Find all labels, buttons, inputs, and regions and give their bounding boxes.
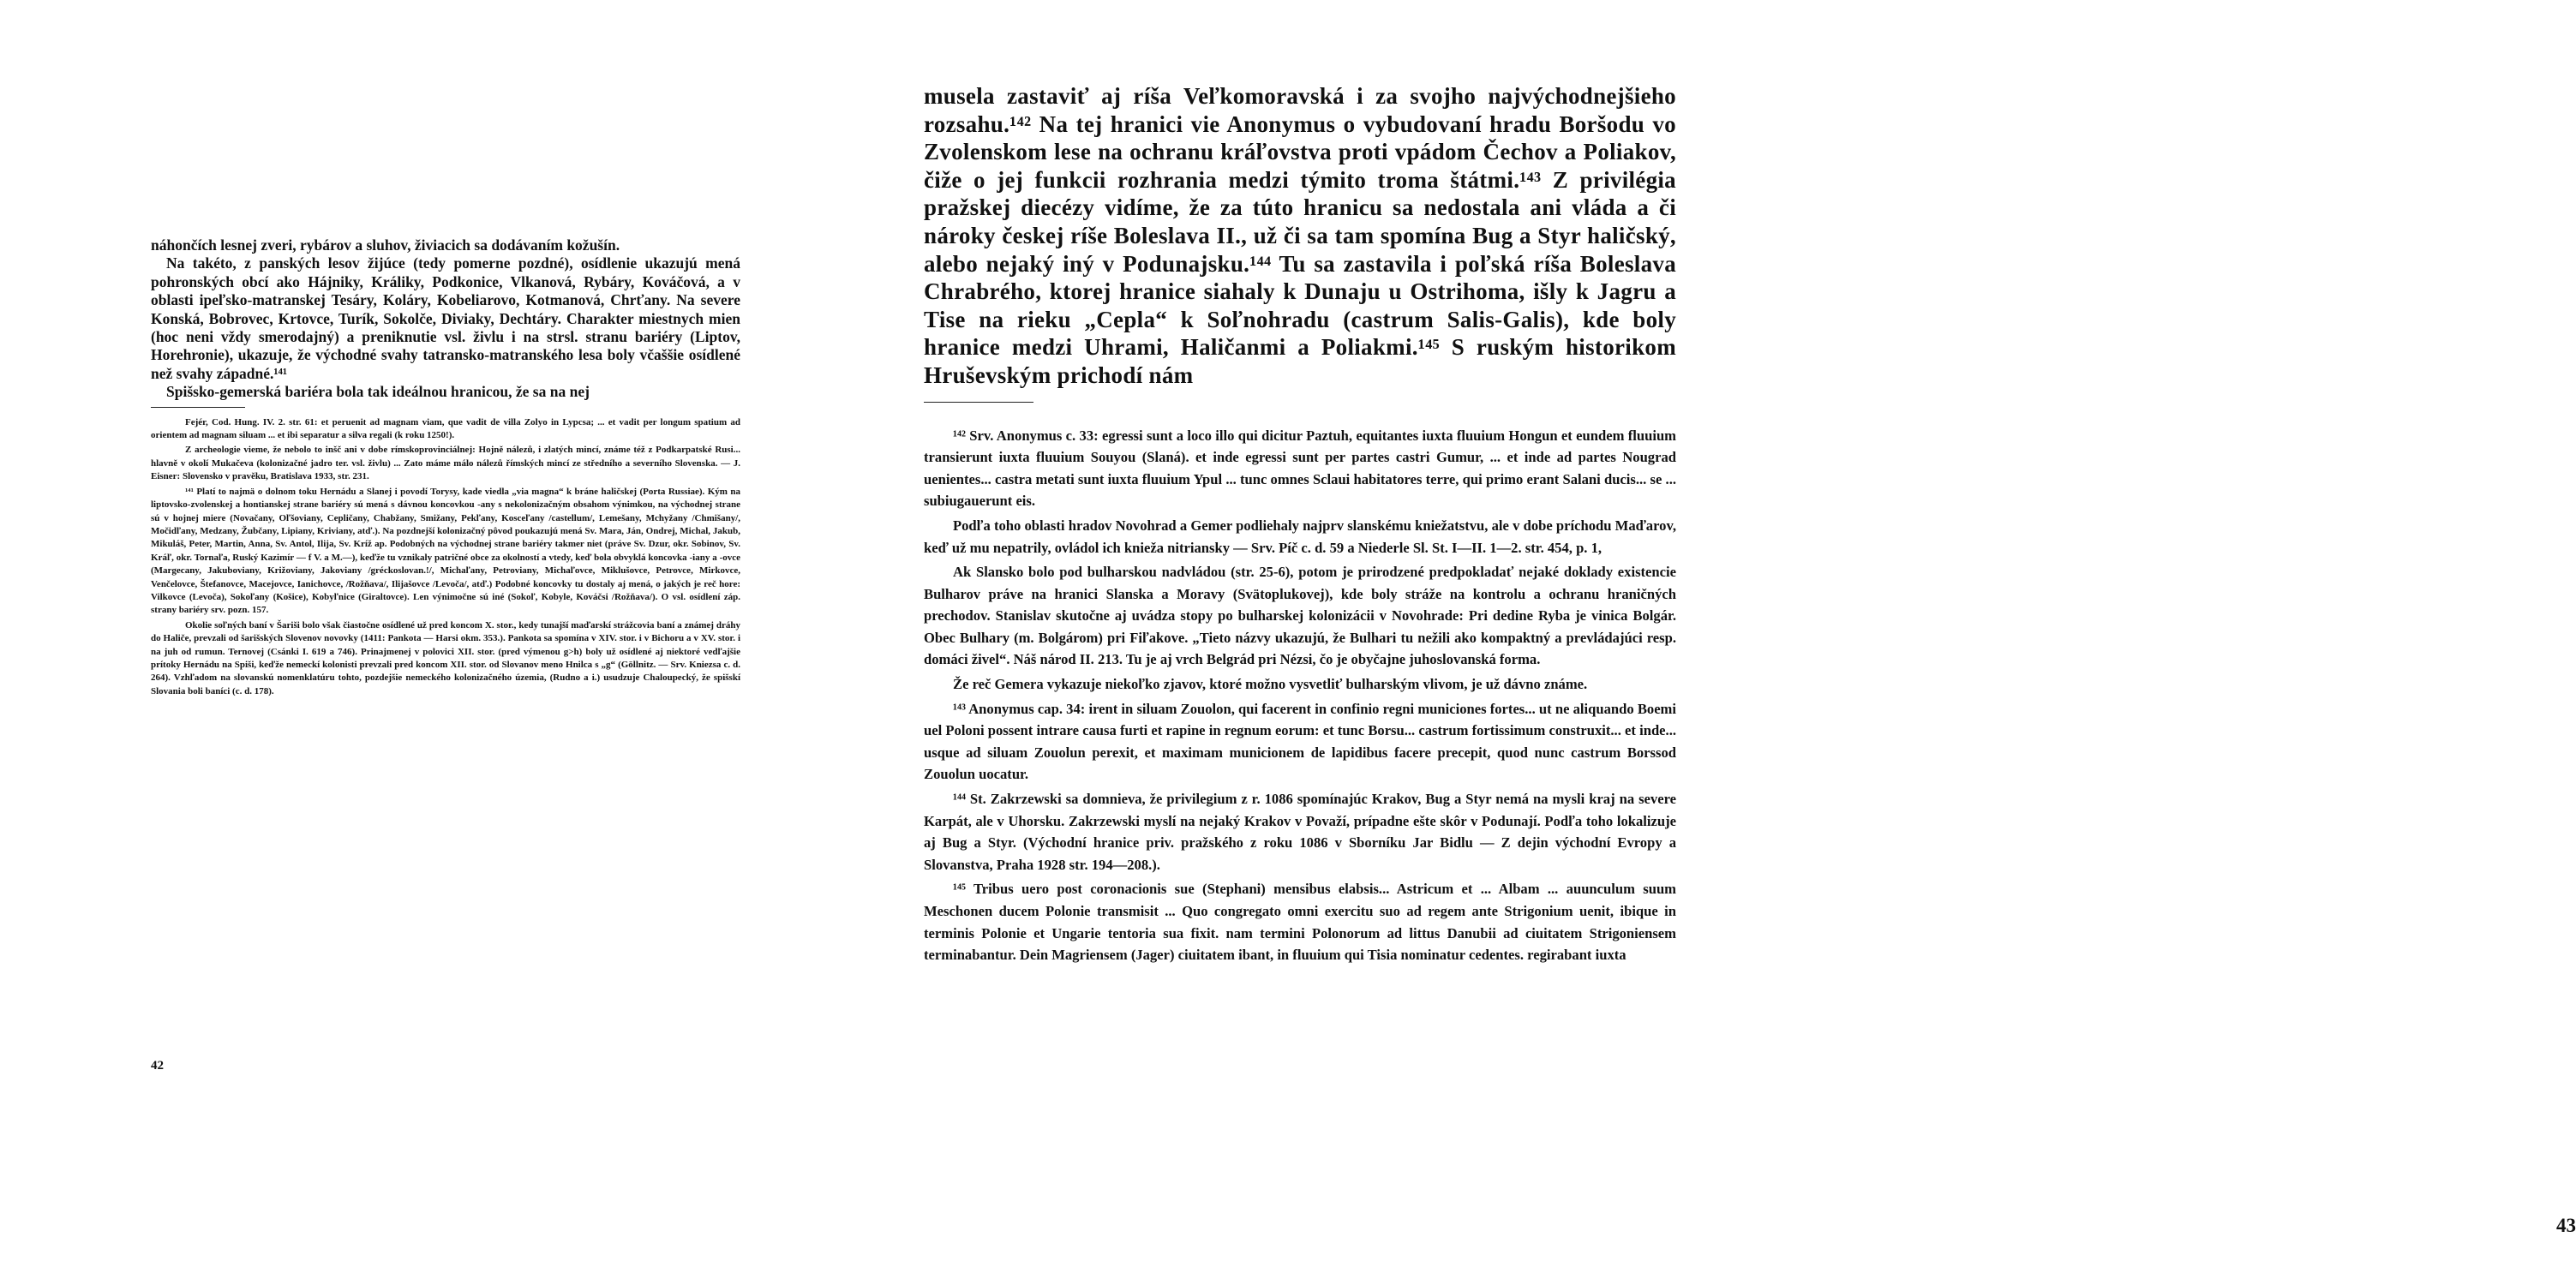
footnote: ¹⁴⁴ St. Zakrzewski sa domnieva, že privilegium z r. 1086 spomínajúc Krakov, Bug a Styr nemá na mysli kraj na severe Karpát, ale v Uhorsku. Zakrzewski myslí na nejaký Krakov v Považí, prípadne ešte skôr v Podunají. Podľa toho lokalizuje aj Bug a Styr. (Východní hranice priv. pražského z roku 1086 v Sborníku Jar Bidlu — Z dejin východní Evropy a Slovanstva, Praha 1928 str. 194—208.). bbox=[924, 791, 1676, 873]
footnote: ¹⁴⁵ Tribus uero post coronacionis sue (Stephani) mensibus elabsis... Astricum et ... Albam ... auunculum suum Meschonen ducem Polonie transmisit ... Quo congregato omni exercitu suo ad regem ante Strigonium uenit, ibique in terminis Polonie et Ungarie tentoria sua fixit. nam termini Polonorum ad littus Danubii ad ciuitatem Strigoniensem terminabantur. Dein Magriensem (Jager) ciuitatem ibant, in fluuium qui Tisia nominatur cedentes. regirabant iuxta bbox=[924, 881, 1676, 964]
right-body-text bbox=[924, 82, 1676, 390]
footnote: Fejér, Cod. Hung. IV. 2. str. 61: et peruenit ad magnam viam, que vadit de villa Zolyo in Lypcsa; ... et vadit per longum spatium ad orientem ad magnam siluam ... et ibi separatur a silva regali (k roku 1250!). bbox=[151, 416, 740, 441]
left-page bbox=[0, 0, 877, 1285]
footnote-divider bbox=[151, 407, 245, 408]
paragraph: náhončích lesnej zveri, rybárov a sluhov, živiacich sa dodávaním kožušín. bbox=[151, 236, 620, 254]
footnote: Že reč Gemera vykazuje niekoľko zjavov, ktoré možno vysvetliť bulharským vlivom, je už dávno známe. bbox=[953, 676, 1588, 693]
footnote: Ak Slansko bolo pod bulharskou nadvládou (str. 25-6), potom je prirodzené predpokladať nejaké doklady existencie Bulharov práve na hranici Slanska a Moravy (Svätoplukovej), kde boly stráže na kontrolu a ochranu hraničných prechodov. Stanislav skutočne aj uvádza stopy po bulharskej kolonizácii v Novohrade: Pri dedine Ryba je vinica Bolgár. Obec Bulhary (m. Bolgárom) pri Fiľakove. „Tieto názvy ukazujú, že Bulhari tu nežili ako kompaktný a prevládajúci resp. domáci živel“. Náš národ II. 213. Tu je aj vrch Belgrád pri Nézsi, čo je obyčajne juhoslovanská forma. bbox=[924, 564, 1676, 668]
paragraph: musela zastaviť aj ríša Veľkomoravská i za svojho najvýchodnejšieho rozsahu.¹⁴² Na tej hranici vie Anonymus o vybudovaní hradu Boršodu vo Zvolenskom lese na ochranu kráľovstva proti vpádom Čechov a Poliakov, čiže o jej funkcii rozhrania medzi týmito troma štátmi.¹⁴³ Z privilégia pražskej diecézy vidíme, že za túto hranicu sa nedostala ani vláda a či nároky českej ríše Boleslava II., už či sa tam spomína Bug a Styr haličský, alebo nejaký iný v Podunajsku.¹⁴⁴ Tu sa zastavila i poľská ríša Boleslava Chrabrého, ktorej hranice siahaly k Dunaju u Ostrihoma, išly k Jagru a Tise na rieku „Cepla“ k Soľnohradu (castrum Salis-Galis), kde boly hranice medzi Uhrami, Haličanmi a Poliakmi.¹⁴⁵ S ruským historikom Hruševským prichodí nám bbox=[924, 83, 1676, 388]
page-number: 42 bbox=[151, 1059, 164, 1073]
right-footnotes bbox=[924, 425, 1676, 966]
left-footnotes bbox=[151, 416, 740, 699]
right-page bbox=[877, 0, 2576, 1285]
footnote: ¹⁴³ Anonymus cap. 34: irent in siluam Zouolon, qui facerent in confinio regni municiones fortes... ut ne aliquando Boemi uel Poloni possent intrare causa furti et rapine in regnum eorum: et tunc Borsu... castrum fortissimum construxit... et inde... usque ad siluam Zouolun perexit, et maximam municionem de lapidibus facere precepit, quod nunc castrum Borssod Zouolun uocatur. bbox=[924, 700, 1676, 783]
left-text-column bbox=[151, 236, 740, 700]
paragraph: Na takéto, z panských lesov žijúce (tedy pomerne pozdné), osídlenie ukazujú mená pohronských obcí ako Hájniky, Králiky, Podkonice, Vlkanová, Rybáry, Kováčová, a v oblasti ipeľsko-matranskej Tesáry, Koláry, Kobeliarovo, Kotmanová, Chrťany. Na severe Konská, Bobrovec, Krtovce, Turík, Sokolče, Diviaky, Dechtáry. Charakter miestnych mien (hoc neni vždy smerodajný) a preniknutie vsl. živlu i na strsl. stranu bariéry (Liptov, Horehronie), ukazuje, že východné svahy tatransko-matranského lesa boly včaššie osídlené než svahy západné.¹⁴¹ bbox=[151, 254, 740, 382]
paragraph: Spišsko-gemerská bariéra bola tak ideálnou hranicou, že sa na nej bbox=[166, 383, 590, 401]
right-text-column bbox=[924, 82, 1676, 969]
footnote: Podľa toho oblasti hradov Novohrad a Gemer podliehaly najprv slanskému kniežatstvu, ale v dobe príchodu Maďarov, keď už mu nepatrily, ovládol ich knieža nitriansky — Srv. Píč c. d. 59 a Niederle Sl. St. I—II. 1—2. str. 454, p. 1, bbox=[924, 517, 1676, 556]
footnote: Z archeologie vieme, že nebolo to inšč ani v dobe rímskoprovinciálnej: Hojně nálezů, i zlatých mincí, známe též z Podkarpatské Rusi... hlavně v okolí Mukačeva (kolonizačné jadro ter. vsl. živlu) ... Zato máme málo nálezů římských mincí ze středního a severního Slovenska. — J. Eisner: Slovensko v pravěku, Bratislava 1933, str. 231. bbox=[151, 445, 740, 482]
footnote: ¹⁴¹ Platí to najmä o dolnom toku Hernádu a Slanej i povodí Torysy, kade viedla „via magna“ k bráne haličskej (Porta Russiae). Kým na liptovsko-zvolenskej a hontianskej strane bariéry sú mená s dávnou koncovkou -any s nekolonizačným obsahom výnimkou, na východnej strane sú v hojnej miere (Novačany, Oľšoviany, Cepličany, Chabžany, Smižany, Pekľany, Kosceľany /castellum/, Lemešany, Mchyžany /Chmišany/, Močidľany, Medzany, Žubčany, Lipiany, Kriviany, atď.). Na pozdnejší kolonizačný pôvod poukazujú mená Sv. Mara, Ján, Ondrej, Michal, Jakub, Mikuláš, Peter, Martin, Anna, Sv. Antol, Ilija, Sv. Kríž ap. Podobných na východnej strane bariéry takmer niet (práve Sv. Dzur, okr. Sobinov, Sv. Kráľ, okr. Tornaľa, Ruský Kazimír — f V. a M.—), keďže tu vznikaly patričné obce za okolností a vtedy, keď bola obvyklá koncovka -iany a -ovce (Margecany, Jakuboviany, Križoviany, Jakoviany /gréckoslovan.!/, Michaľany, Petroviany, Michaľovce, Miklušovce, Petrovce, Mirkovce, Venčelovce, Štefanovce, Macejovce, Ianichovce, /Rožňava/, Ilijašovce /Levoča/, atď.) Podobné koncovky tu dostaly aj mená, o jakých je reč hore: Vilkovce (Levoča), Sokoľany (Košice), Kobyľnice (Giraltovce). Len výnimočne sú iné (Sokoľ, Kobyle, Kováčsi /Rožňava/). O vsl. osídlení záp. strany bariéry srv. pozn. 157. bbox=[151, 486, 740, 616]
footnote: Okolie soľných baní v Šariši bolo však čiastočne osídlené už pred koncom X. stor., kedy tunajší maďarskí strážcovia baní a známej dráhy do Haliče, prevzali od šarišských Slovenov novovky (1411: Pankota — Harsi okm. 353.). Pankota sa spomína v XIV. stor. i v Bichoru a v XV. stor. i na juh od rumun. Ternovej (Csánki I. 619 a 746). Prinajmenej v polovici XII. stor. (pred výmenou g>h) boly už osídlené aj niektoré vedľajšie prítoky Hernádu na Spiši, keďže nemeckí kolonisti prevzali pred koncom XII. stor. od Slovanov meno Hnilca s „g“ (Göllnitz. — Srv. Kniezsa c. d. 264). Vzhľadom na slovanskú nomenklatúru tohto, pozdejšie nemeckého kolonizačného územia, (Rudno a i.) usudzuje Chaloupecký, že spišskí Slovania boli baníci (c. d. 178). bbox=[151, 619, 740, 696]
footnote-divider bbox=[924, 402, 1033, 403]
footnote: ¹⁴² Srv. Anonymus c. 33: egressi sunt a loco illo qui dicitur Paztuh, equitantes iuxta fluuium Hongun et eundem fluuium transierunt iuxta fluuium Souyou (Slaná). et inde egressi sunt per partes castri Gumur, ... et inde ad partes Nougrad uenientes... castra metati sunt iuxta fluuium Ypul ... tunc omnes Sclaui habitatores terre, qui primo erant Salani ducis... se ... subiugauerunt eis. bbox=[924, 427, 1676, 510]
page-number: 43 bbox=[2556, 1215, 2576, 1236]
left-body-text bbox=[151, 236, 740, 402]
